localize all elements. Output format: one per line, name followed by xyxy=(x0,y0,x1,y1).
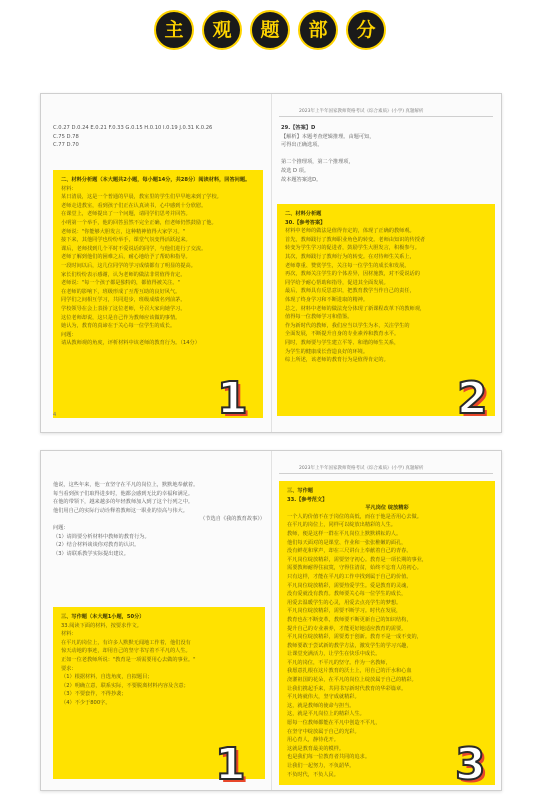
text-line: 故本题答案选D。 xyxy=(281,176,322,183)
text-line: 故选 D 项。 xyxy=(281,167,310,174)
title-char: 主 xyxy=(154,10,194,50)
question-options xyxy=(53,124,263,150)
text-line: C.77 D.70 xyxy=(53,142,79,149)
section-title xyxy=(0,10,540,50)
running-header: 2023年上半年国家教师资格考试《综合素质》(小学) 真题解析 xyxy=(299,109,424,114)
label-number-2: 2 xyxy=(457,373,488,424)
highlight-block-answer: 二、材料分析题 30.【参考答案】 材料中老师的做法是值得肯定的，体现了正确的教师观。 首先，教师践行了教师职业角色的转变。老师由知识的传授者 转变为学生学习的促进者，鼓励学生大胆发言，积极参与。 其次，教师践行了教师行为的转变。在对待师生关系上， 老师尊重、赞赏学生，关注每一位学生的成长和发展。 再次，教师关注学生的个体差异，因材施教，对不爱说话的 同学给予耐心帮助和指导，促进其全面发展。 最后，教师具有反思意识，把教育教学当作自己的责任， 体现了终身学习和不断进取的精神。 总之，材料中老师的做法充分体现了新课程改革下的教师观， 值得每一位教师学习和借鉴。 作为新时代的教师，我们应当以学生为本，关注学生的 全面发展，不断提升自身的专业素养和教育水平。 同时，教师要与学生建立平等、和谐的师生关系， 为学生的健康成长营造良好的环境。 综上所述，该老师的教育行为是值得肯定的。 xyxy=(277,204,495,416)
header-rule xyxy=(279,473,493,474)
text-line: （3）请联系教学实际提出建议。 xyxy=(53,550,129,557)
text-line: 【解析】本题考查逻辑推理。由题可知， xyxy=(281,133,375,140)
text-line: （节选自《我的教育故事》） xyxy=(200,516,265,523)
section-heading: 三、写作题 xyxy=(287,488,313,494)
label-number-1: 1 xyxy=(215,739,246,790)
book-spread-2 xyxy=(40,450,502,791)
label-number-3: 3 xyxy=(455,739,486,790)
text-line: 第二个推理项，第二个推理项， xyxy=(281,159,354,166)
header-rule xyxy=(279,116,493,117)
answer-analysis xyxy=(281,124,493,184)
highlight-block-writing-question: 三、写作题（本大题1小题，50分） 33.阅读下面的材料，按要求作文。 材料： 在平凡的岗位上，有许多人默默无闻地工作着，他们没有 惊天动地的事迹，却用自己的坚守书写着不平凡的人生。 正如一位老教师所说："教育是一项需要用心去做的事业。" 要求： （1）根据材料，自选角度，自拟题目； （2）明确立意，联系实际，不要脱离材料内容及含意； （3）不要套作，不得抄袭； （4）不少于800字。 xyxy=(53,607,265,779)
text-line: C.0.27 D.0.24 E.0.21 F.0.33 G.0.15 H.0.10 I.0.19 J.0.31 K.0.26 xyxy=(53,125,213,131)
text-line: （1）请简要分析材料中教师的教育行为。 xyxy=(53,533,150,540)
highlight-block-material-question: 二、材料分析题（本大题共2小题，每小题14分，共28分）阅读材料，回答问题。 材料： 某日清晨，这是一个普通的早晨，教室里的学生们早早地来到了学校。 老师走进教室，看到孩子们正在认真读书，心中感到十分欣慰。 在课堂上，老师提出了一个问题，请同学们思考并回答。 小明第一个举手，他的回答虽然不完全正确，但老师仍然鼓励了他。 老师说："你能够大胆发言，这种精神值得大家学习。" 接下来，其他同学也纷纷举手，课堂气氛变得活跃起来。 课后，老师找到几个平时不爱说话的同学，与他们进行了交流。 老师了解到他们的困难之后，耐心地给予了帮助和指导。 一段时间以后，这几位同学的学习成绩都有了明显的提高。 家长们纷纷表示感谢，认为老师的做法非常值得肯定。 老师说："每一个孩子都是独特的，都值得被关注。" 在老师的影响下，班级形成了互帮互助的良好风气。 同学们之间相互学习，共同进步，班级成绩名列前茅。 学校领导在会上表扬了这位老师，号召大家向她学习。 这位老师却说，这只是自己作为教师应该做的事情。 她认为，教育的真谛在于关心每一位学生的成长。 问题： 请从教师观的角度，评析材料中该老师的教育行为。（14分） xyxy=(53,170,263,418)
section-heading: 二、材料分析题 xyxy=(285,211,322,217)
text-line: （2）结合材料谈谈你对教育的认识。 xyxy=(53,542,140,549)
title-char: 题 xyxy=(250,10,290,50)
text-line: 可得出正确选项。 xyxy=(281,142,323,149)
sub-heading: 33.【参考范文】 xyxy=(287,496,328,503)
page-fold xyxy=(271,451,272,790)
sub-heading: 30.【参考答案】 xyxy=(285,219,326,226)
title-char: 部 xyxy=(298,10,338,50)
page-number: 4 xyxy=(53,412,57,418)
title-char: 观 xyxy=(202,10,242,50)
label-number-1: 1 xyxy=(217,373,248,424)
text-line: 29.【答案】D xyxy=(281,125,316,131)
running-header: 2023年上半年国家教师资格考试《综合素质》(小学) 真题解析 xyxy=(299,466,424,471)
section-heading: 二、材料分析题（本大题共2小题，每小题14分，共28分）阅读材料，回答问题。 xyxy=(61,177,251,183)
material-text: 他说，这些年来，他一直坚守在平凡的岗位上，默默地奉献着。 每当看到孩子们取得进步时，他都会感到无比的幸福和满足。 在他的带领下，越来越多的年轻教师加入到了这个行列之中。 他们用自己的实际行动诠释着教师这一职业的崇高与伟大。 （节选自《我的教育故事》） 问题： （1）请简要分析材料中教师的教育行为。 （2）结合材料谈谈你对教育的认识。 （3）请联系教学实际提出建议。 xyxy=(53,482,265,557)
essay-title: 平凡岗位 绽放精彩 xyxy=(365,505,409,512)
text-line: C.75 D.78 xyxy=(53,133,79,140)
highlight-block-essay: 三、写作题 33.【参考范文】 平凡岗位 绽放精彩 一个人的价值不在于岗位的高低，而在于他是否用心去做。 在平凡的岗位上，同样可以绽放出精彩的人生。 教师，便是这样一群在平凡岗位上默默耕耘的人。 他们每天面对的是课堂、作业和一张张稚嫩的面孔， 没有鲜花和掌声，却在三尺讲台上奉献着自己的青春。 平凡岗位绽放精彩，需要坚守初心。教育是一项长期的事业， 需要教师耐得住寂寞，守得住清贫，始终不忘育人的初心。 只有这样，才能在平凡的工作中找到属于自己的价值。 平凡岗位绽放精彩，需要热爱学生。爱是教育的灵魂， 没有爱就没有教育。教师要关心每一位学生的成长， 用爱去温暖学生的心灵，用爱去点亮学生的梦想。 平凡岗位绽放精彩，需要不断学习。时代在发展， 教育也在不断变革，教师要不断更新自己的知识结构， 提升自己的专业素养，才能更好地适应教育的需要。 平凡岗位绽放精彩，需要勇于创新。教育不是一成不变的， 教师要敢于尝试新的教学方法，激发学生的学习兴趣， 让课堂充满活力，让学生在快乐中成长。 平凡的岗位，不平凡的坚守。作为一名教师， 我愿意扎根在这片教育的沃土上，用自己的汗水和心血 浇灌祖国的花朵，在平凡的岗位上绽放属于自己的精彩。 让我们携起手来，共同书写新时代教育的华彩篇章。 平凡铸就伟大，坚守成就精彩。 这，就是教师的使命与担当。 这，就是平凡岗位上的精彩人生。 愿每一位教师都能在平凡中创造不平凡， 在坚守中绽放属于自己的光彩。 用心育人，静待花开。 这就是教育最美的模样。 也是我们每一位教育者共同的追求。 让我们一起努力，不负韶华。 不负时代，不负人民。 xyxy=(279,481,495,785)
section-heading: 三、写作题（本大题1小题，50分） xyxy=(61,614,145,620)
page-fold xyxy=(271,94,272,432)
sub-heading: 33.阅读下面的材料，按要求作文。 xyxy=(61,622,142,629)
book-spread-1 xyxy=(40,93,502,433)
title-char: 分 xyxy=(346,10,386,50)
